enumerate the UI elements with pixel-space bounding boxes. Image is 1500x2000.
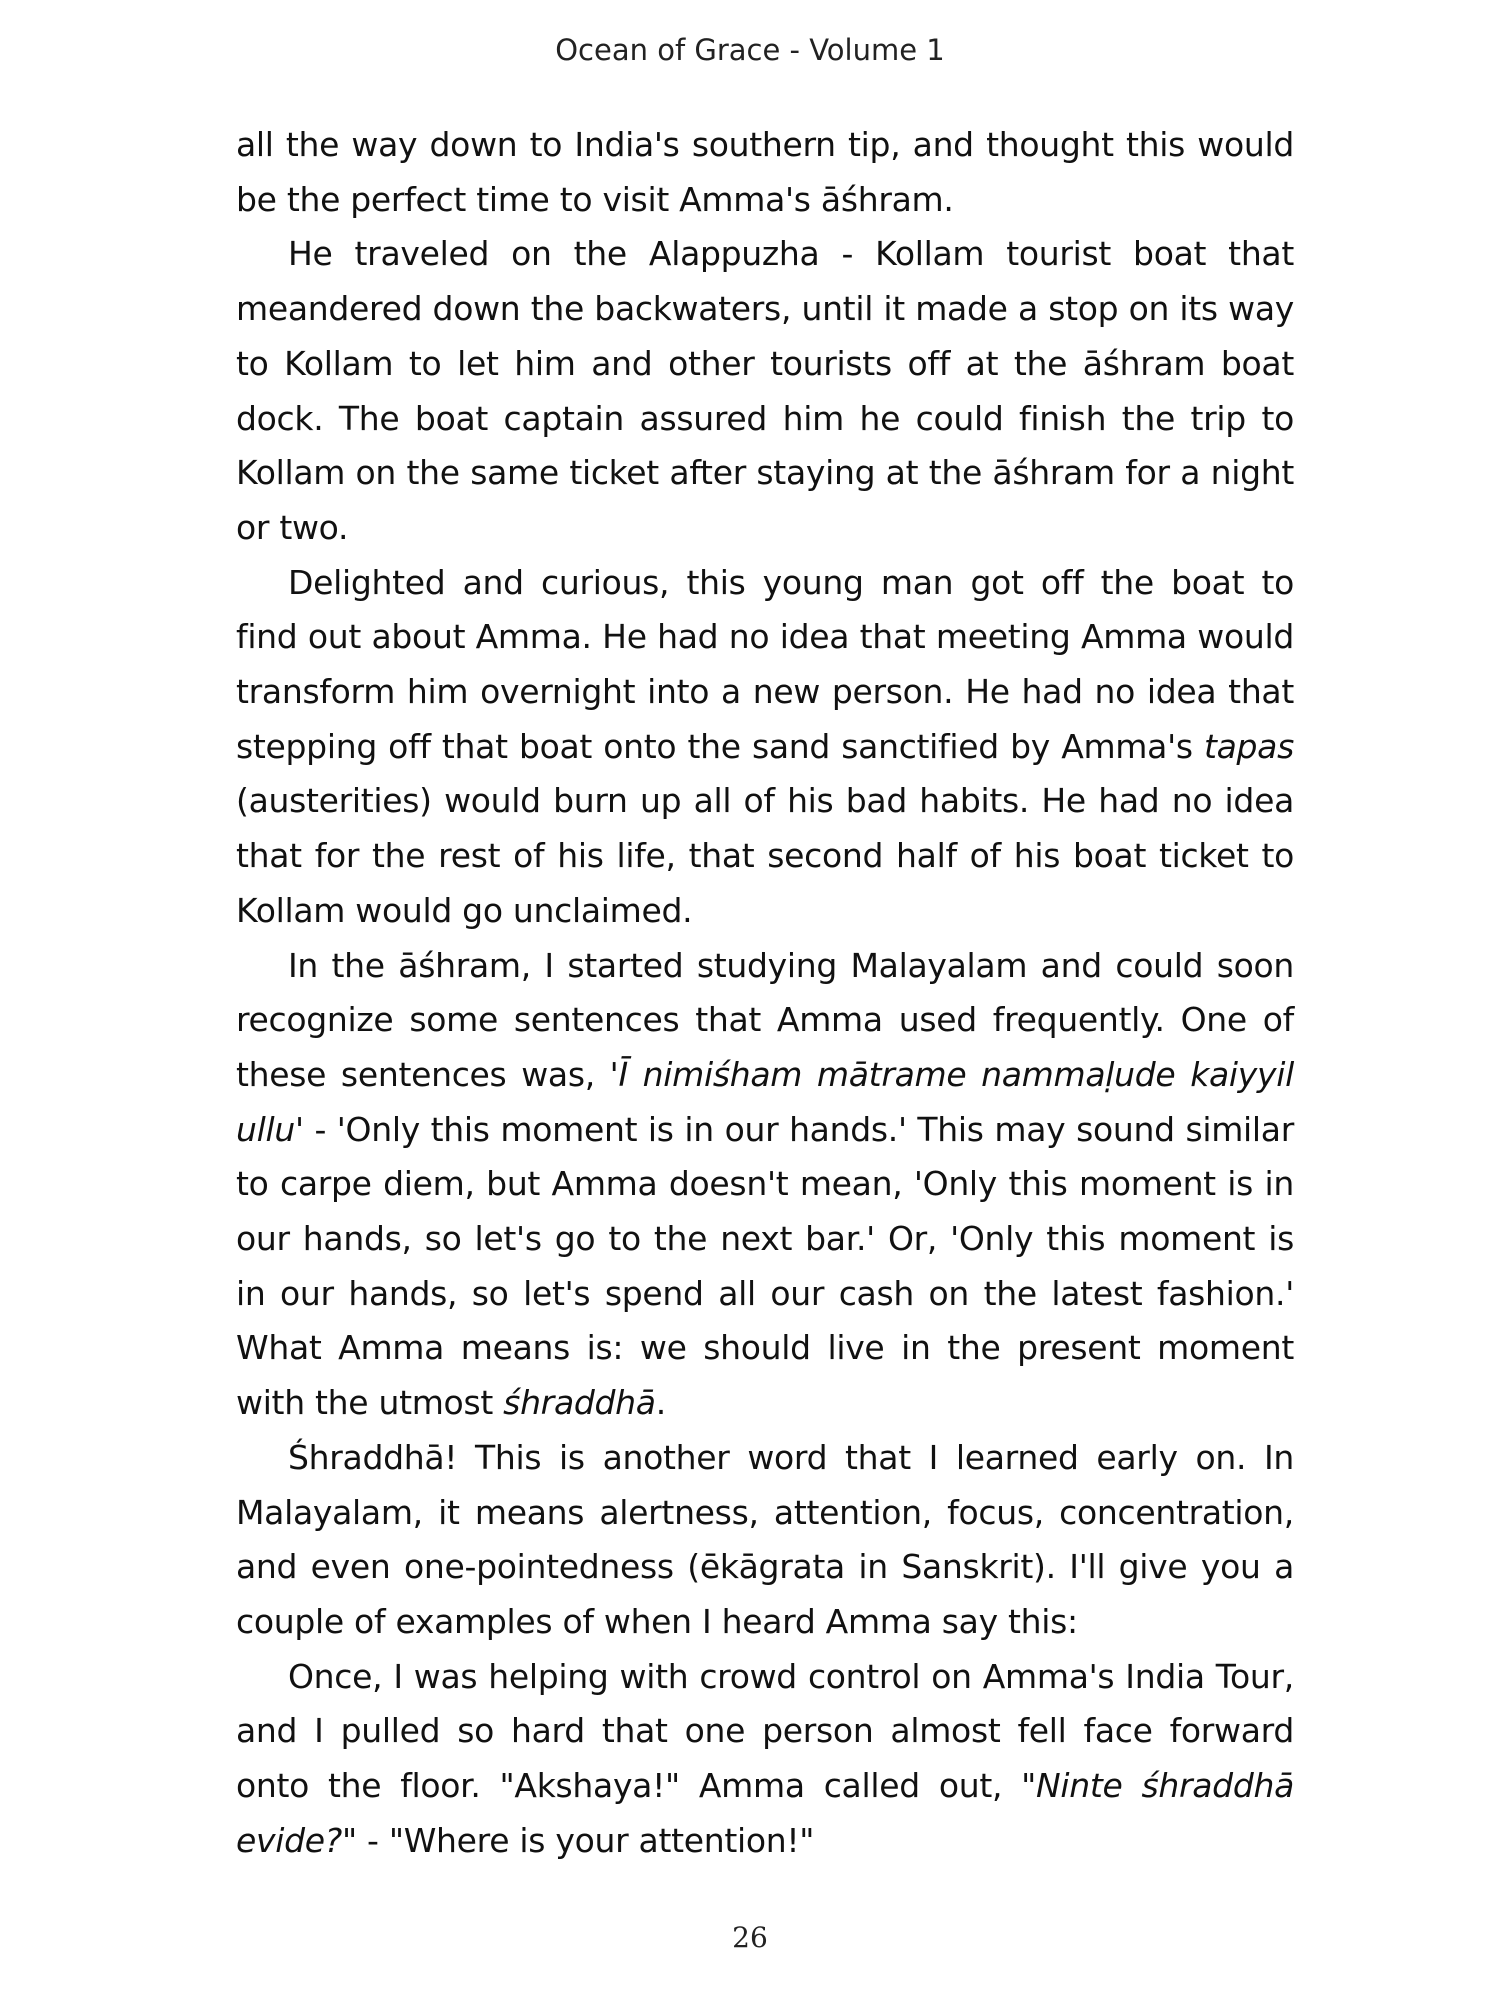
paragraph-2: He traveled on the Alappuzha - Kollam tourist boat that meandered down the backwaters, until it made a stop on its way to Kollam to let him and other tourists off at the āśhram boat dock. The boat captain assured him he could finish the trip to Kollam on the same ticket after staying at the āśhram for a night or two. [236, 234, 1294, 547]
paragraph-4-italic-quote: Ī nimiśham mātrame nammaḷude kaiyyil ullu [236, 1054, 1294, 1149]
paragraph-6 [236, 1650, 1294, 1869]
paragraph-3-text-b: Amma's [1061, 726, 1204, 766]
paragraph-3-text-c: (austerities) would burn up all of his bad habits. He had no idea that for the rest of his life, that second half of his boat ticket to Kollam would go unclaimed. [236, 781, 1294, 930]
paragraph-4-italic-shraddha: śhraddhā [503, 1383, 656, 1423]
paragraph-1: all the way down to India's southern tip, and thought this would be the perfect time to visit Amma's āśhram. [236, 125, 1294, 219]
paragraph-4-text-b: ' - 'Only this moment is in our hands.' This may sound similar to carpe diem, but Amma doesn't mean, 'Only this moment is in our hands, so let's go to the next bar.' Or, 'Only this moment is in our hands, so let's spend all our cash on the latest fashion.' What Amma means is: we should live in the present moment with the utmost [236, 1109, 1294, 1423]
paragraph-3-italic-tapas: tapas [1203, 726, 1294, 766]
paragraph-4-text-c: . [655, 1383, 666, 1423]
page-number: 26 [732, 1921, 768, 1954]
paragraph-6-text-a: Once, I was helping with crowd control on Amma's India Tour, and I pulled so hard that one person almost fell face forward onto the floor. "Akshaya!" Amma called out, " [236, 1656, 1294, 1806]
paragraph-3 [236, 556, 1294, 939]
paragraph-5: Śhraddhā! This is another word that I learned early on. In Malayalam, it means alertness, attention, focus, concentration, and even one-pointedness (ēkāgrata in Sanskrit). I'll give you a couple of examples of when I heard Amma say this: [236, 1437, 1294, 1641]
running-header: Ocean of Grace - Volume 1 [555, 33, 945, 67]
paragraph-6-text-b: " - "Where is your attention!" [341, 1820, 815, 1860]
paragraph-4 [236, 939, 1294, 1431]
paragraph-4-text-a: In the āśhram, I started studying Malayalam and could soon recognize some sentences that Amma used frequently. One of these sentences was, ' [236, 945, 1294, 1094]
paragraph-6-italic-quote: Ninte śhraddhā evide? [236, 1766, 1294, 1860]
page-body [236, 118, 1294, 1869]
paragraph-3-text-a: Delighted and curious, this young man got off the boat to find out about Amma. He had no idea that meeting Amma would transform him overnight into a new person. He had no idea that stepping off that boat onto the sand sanctified by [236, 562, 1294, 766]
